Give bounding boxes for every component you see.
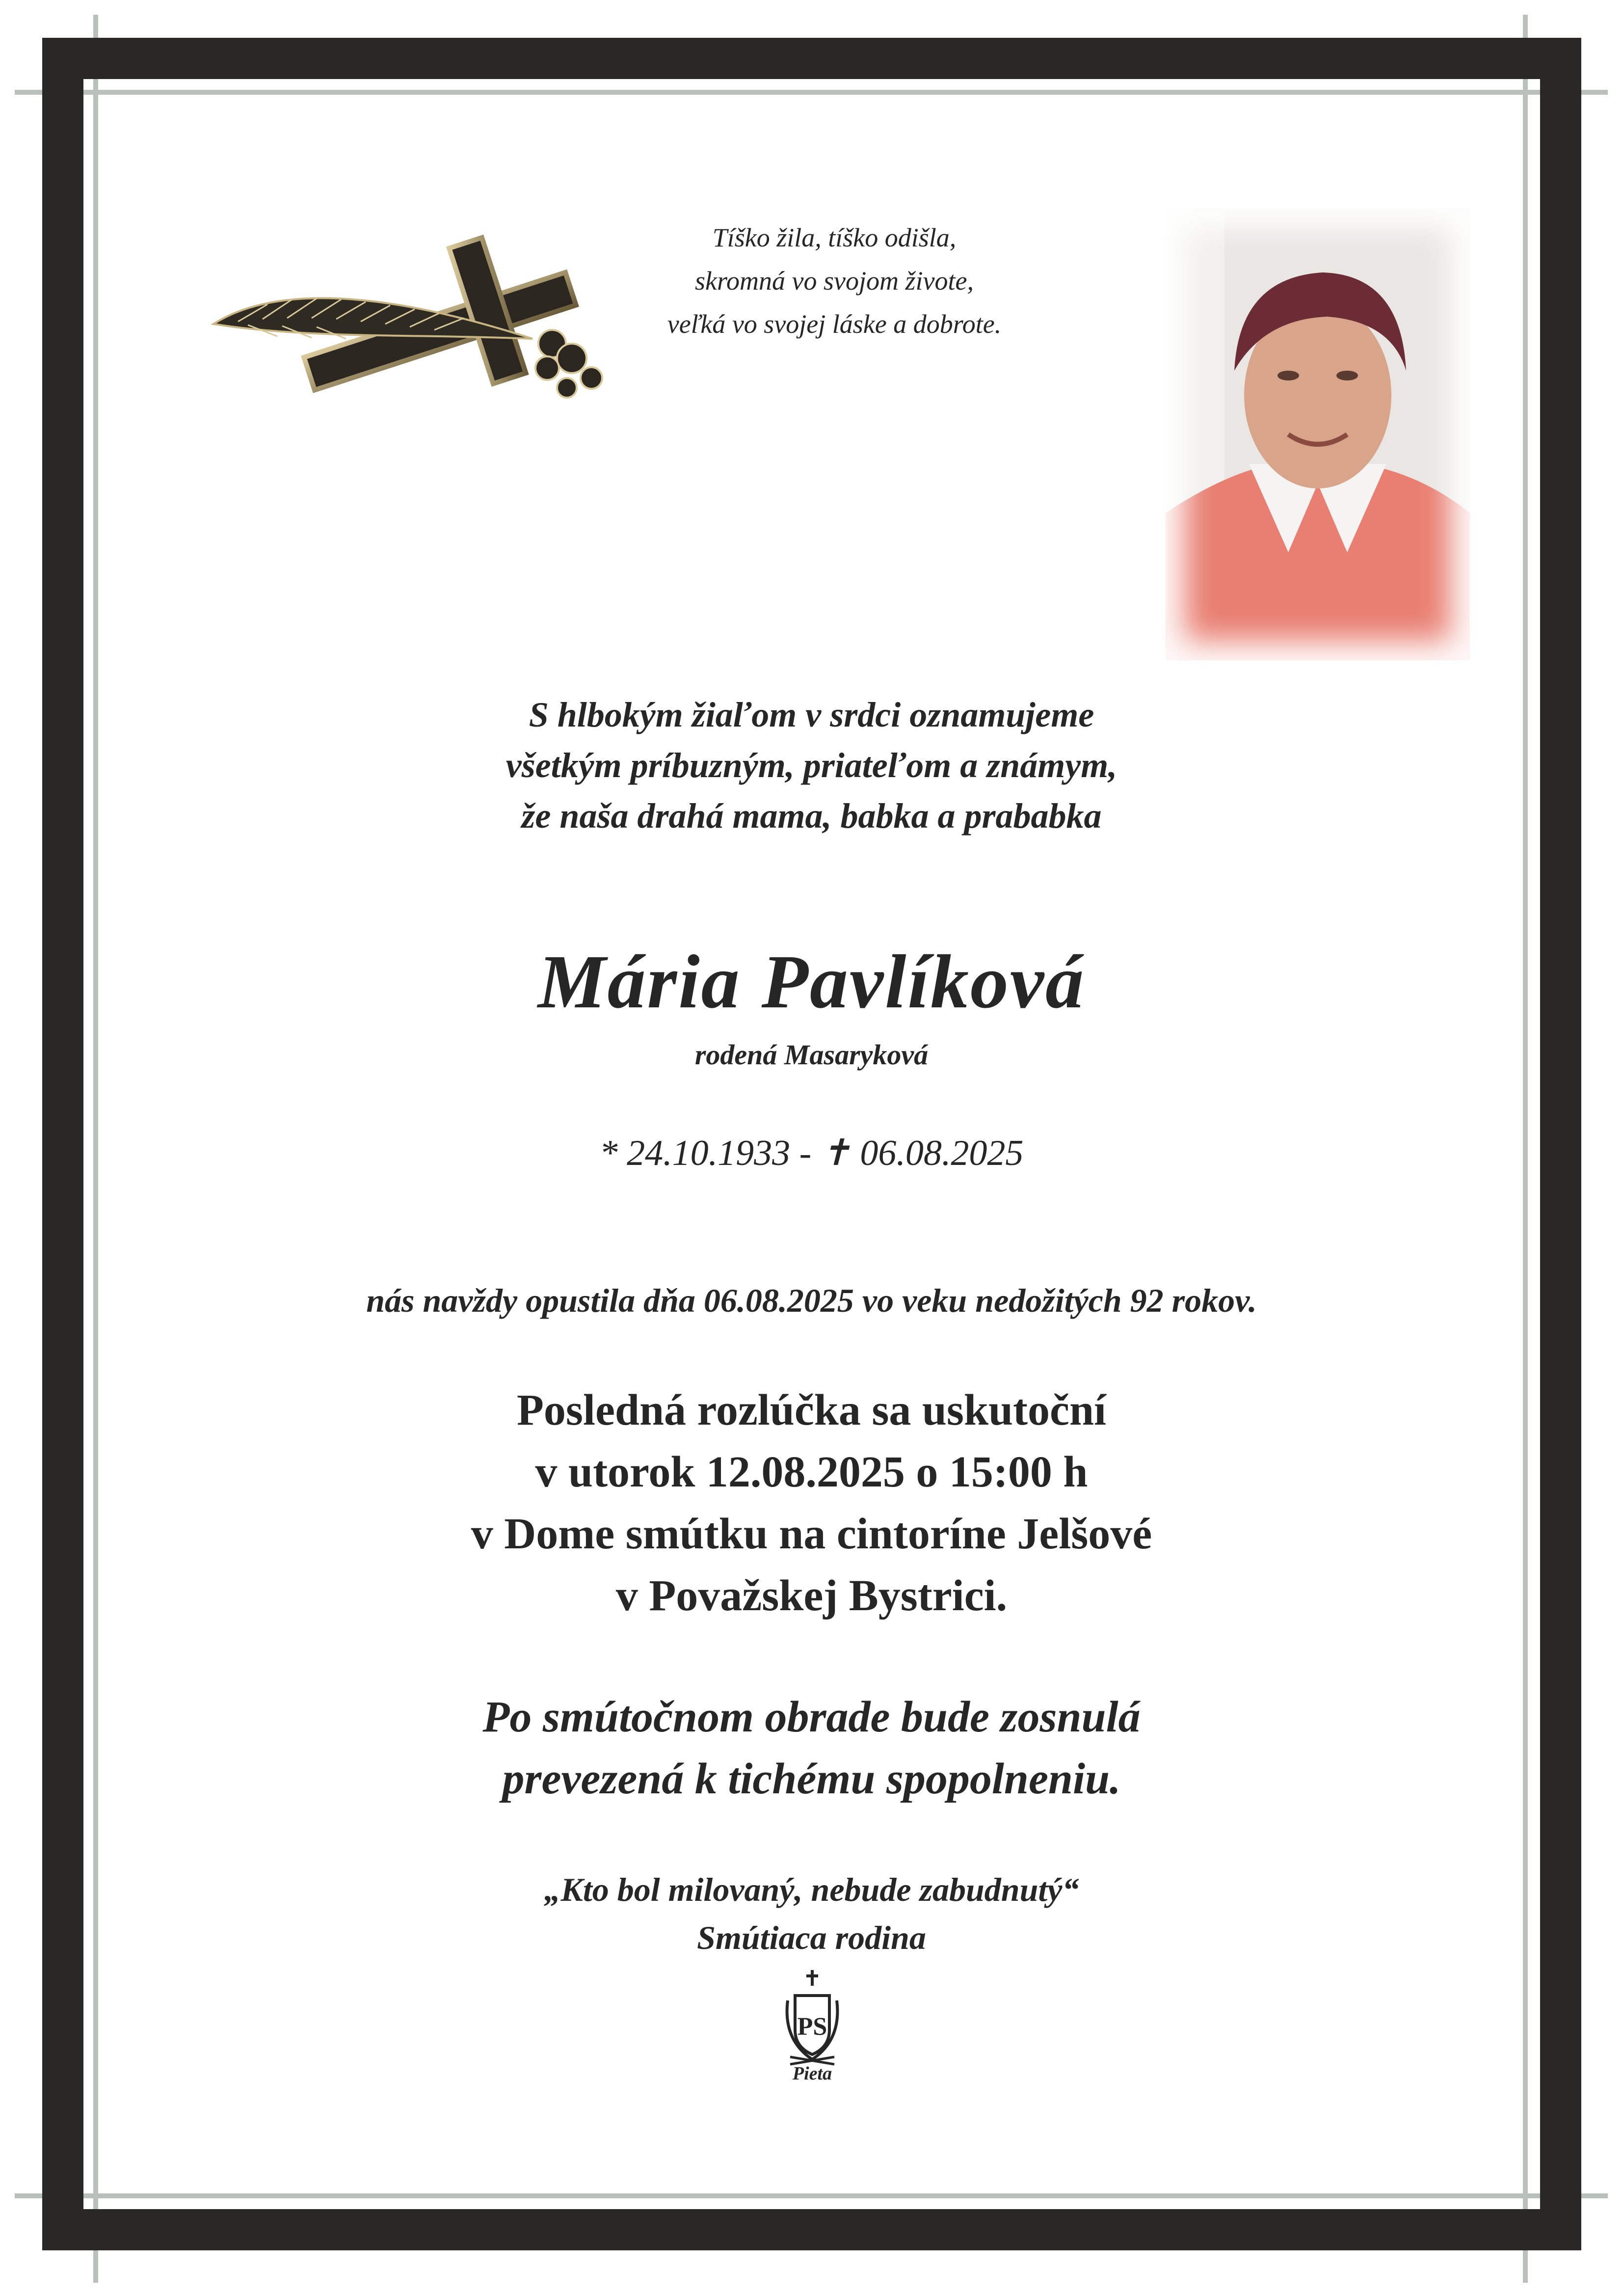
cross-icon: ✝ xyxy=(820,1133,851,1173)
funeral-details xyxy=(0,1379,1623,1627)
motto-line: Tíško žila, tíško odišla, xyxy=(712,223,957,252)
intro-line: že naša drahá mama, babka a prababka xyxy=(521,796,1102,836)
funeral-line: v utorok 12.08.2025 o 15:00 h xyxy=(535,1448,1088,1496)
logo-monogram: PS xyxy=(797,2013,827,2041)
motto-line: veľká vo svojej láske a dobrote. xyxy=(667,309,1002,339)
intro-line: S hlbokým žiaľom v srdci oznamujeme xyxy=(529,695,1094,734)
maiden-name: rodená Masaryková xyxy=(694,1039,929,1071)
birth-date: * 24.10.1933 - xyxy=(599,1133,812,1173)
signature: Smútiaca rodina xyxy=(697,1919,926,1956)
cremation-notice xyxy=(0,1686,1623,1810)
funeral-line: v Považskej Bystrici. xyxy=(615,1571,1008,1620)
motto-line: skromná vo svojom živote, xyxy=(695,266,974,296)
passed-away-notice: nás navždy opustila dňa 06.08.2025 vo veku nedožitých 92 rokov. xyxy=(366,1282,1257,1319)
funeral-line: Posledná rozlúčka sa uskutoční xyxy=(516,1386,1107,1434)
frame-line-bottom xyxy=(15,2193,1608,2198)
motto xyxy=(589,216,1080,346)
quote-text: „Kto bol milovaný, nebude zabudnutý“ xyxy=(544,1871,1079,1908)
frame-border-top xyxy=(42,38,1581,79)
logo-text: Pieta xyxy=(792,2063,832,2084)
cremation-line: prevezená k tichému spopolneniu. xyxy=(502,1755,1121,1803)
death-date: 06.08.2025 xyxy=(860,1133,1024,1173)
life-dates xyxy=(0,1132,1623,1174)
cremation-line: Po smútočnom obrade bude zosnulá xyxy=(482,1693,1141,1741)
frame-border-bottom xyxy=(42,2209,1581,2250)
cross-palm-icon xyxy=(209,231,636,427)
deceased-name: Mária Pavlíková xyxy=(537,939,1086,1024)
closing-quote xyxy=(0,1865,1623,1962)
frame-line-top xyxy=(15,90,1608,95)
funeral-line: v Dome smútku na cintoríne Jelšové xyxy=(471,1510,1152,1558)
announcement-intro xyxy=(0,690,1623,841)
intro-line: všetkým príbuzným, priateľom a známym, xyxy=(506,746,1117,785)
portrait-photo xyxy=(1166,209,1470,660)
